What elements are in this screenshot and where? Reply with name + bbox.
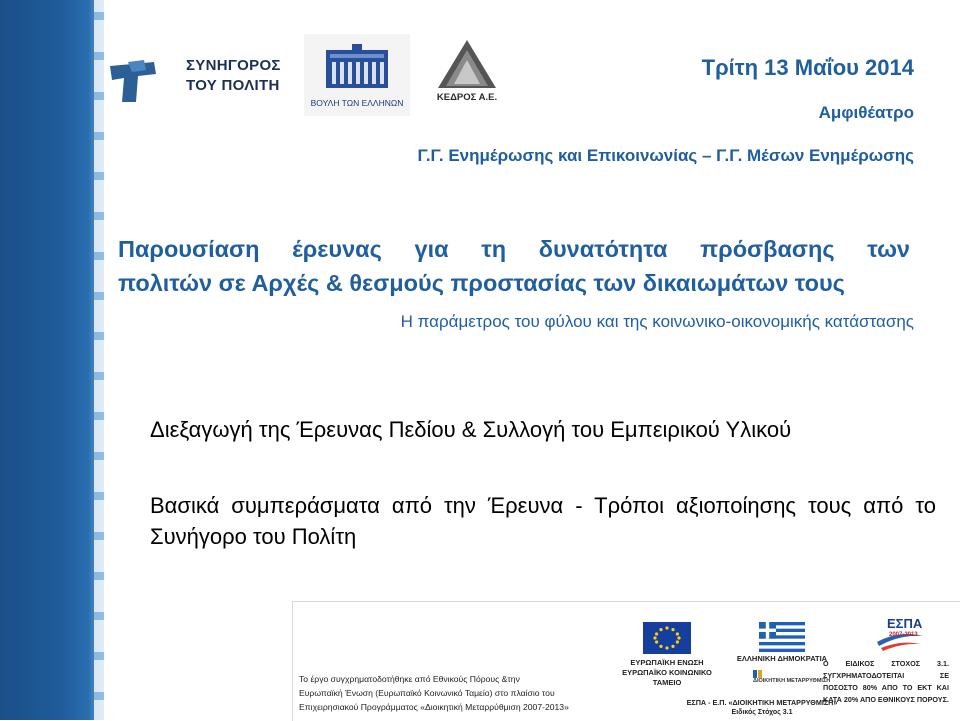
eu-caption-line-1: ΕΥΡΩΠΑΪΚΗ ΕΝΩΣΗ <box>630 658 704 667</box>
title-line-2: πολιτών σε Αρχές & θεσμούς προστασίας των δικαιωμάτων τους <box>118 270 845 296</box>
title-line-1: Παρουσίαση έρευνας για τη δυνατότητα πρόσβασης των <box>118 236 910 262</box>
funding-text <box>299 672 635 714</box>
left-decorative-band <box>0 0 104 720</box>
eu-caption <box>619 658 715 688</box>
kedros-logo <box>432 38 502 108</box>
event-venue: Αμφιθέατρο <box>818 103 914 122</box>
dioikitiki-metarrythmisi-caption: ΔΙΟΙΚΗΤΙΚΗ ΜΕΤΑΡΡΥΘΜΙΣΗ <box>753 678 831 684</box>
greek-flag-icon <box>759 622 805 652</box>
parliament-building-icon <box>322 44 392 92</box>
espa-logo <box>873 616 927 654</box>
parliament-logo-caption: ΒΟΥΛΗ ΤΩΝ ΕΛΛΗΝΩΝ <box>310 98 404 108</box>
eu-caption-line-3: ΤΑΜΕΙΟ <box>652 678 682 687</box>
funding-text-line-1: Το έργο συγχρηματοδοτήθηκε από Εθνικούς Πόρους &την <box>299 674 520 684</box>
funding-text-line-2: Ευρωπαϊκή Ένωση (Ευρωπαϊκό Κοινωνικό Ταμείο) στο πλαίσιο του <box>299 688 555 698</box>
espa-cofinancing-text: Ο ΕΙΔΙΚΟΣ ΣΤΟΧΟΣ 3.1. ΣΥΓΧΡΗΜΑΤΟΔΟΤΕΙΤΑΙ ΣΕ ΠΟΣΟΣΤΟ 80% ΑΠΟ ΤΟ ΕΚΤ ΚΑΙ ΚΑΤΑ 20% ΑΠΟ ΕΘΝΙΚΟΥΣ ΠΟΡΟΥΣ. <box>823 659 949 704</box>
event-date: Τρίτη 13 Μαΐου 2014 <box>701 55 914 80</box>
espa-goal-line: Ειδικός Στόχος 3.1 <box>731 709 793 716</box>
synigoros-logo-line1: ΣΥΝΗΓΟΡΟΣ <box>186 57 281 74</box>
espa-logo-years: 2007-2013 <box>889 632 918 638</box>
synigoros-logo <box>108 46 298 108</box>
agenda-item-2: Βασικά συμπεράσματα από την Έρευνα - Τρόποι αξιοποίησης τους από το Συνήγορο του Πολίτη <box>150 493 936 549</box>
kedros-triangle-icon <box>432 38 502 90</box>
event-organizer: Γ.Γ. Ενημέρωσης και Επικοινωνίας – Γ.Γ. Μέσων Ενημέρωσης <box>417 146 914 165</box>
greek-republic-caption: ΕΛΛΗΝΙΚΗ ΔΗΜΟΚΡΑΤΙΑ <box>736 654 828 663</box>
eu-flag-icon <box>643 622 691 654</box>
espa-logo-text: ΕΣΠΑ <box>887 616 923 631</box>
espa-program-line: ΕΣΠΑ - Ε.Π. «ΔΙΟΙΚΗΤΙΚΗ ΜΕΤΑΡΡΥΘΜΙΣΗ» <box>686 698 838 707</box>
parliament-logo <box>304 34 410 116</box>
presentation-title <box>118 232 910 300</box>
agenda-item-1: Διεξαγωγή της Έρευνας Πεδίου & Συλλογή του Εμπειρικού Υλικού <box>150 417 792 442</box>
funding-text-line-3: Επιχειρησιακού Προγράμματος «Διοικητική Μεταρρύθμιση 2007-2013» <box>299 702 569 712</box>
presentation-subtitle: Η παράμετρος του φύλου και της κοινωνικο-οικονομικής κατάστασης <box>400 312 914 331</box>
eu-caption-line-2: ΕΥΡΩΠΑΪΚΟ ΚΟΙΝΩΝΙΚΟ <box>622 668 712 677</box>
funding-banner <box>292 601 960 721</box>
kedros-logo-caption: ΚΕΔΡΟΣ Α.Ε. <box>436 92 498 103</box>
synigoros-logo-line2: ΤΟΥ ΠΟΛΙΤΗ <box>186 77 280 94</box>
synigoros-mark-icon <box>108 52 178 104</box>
